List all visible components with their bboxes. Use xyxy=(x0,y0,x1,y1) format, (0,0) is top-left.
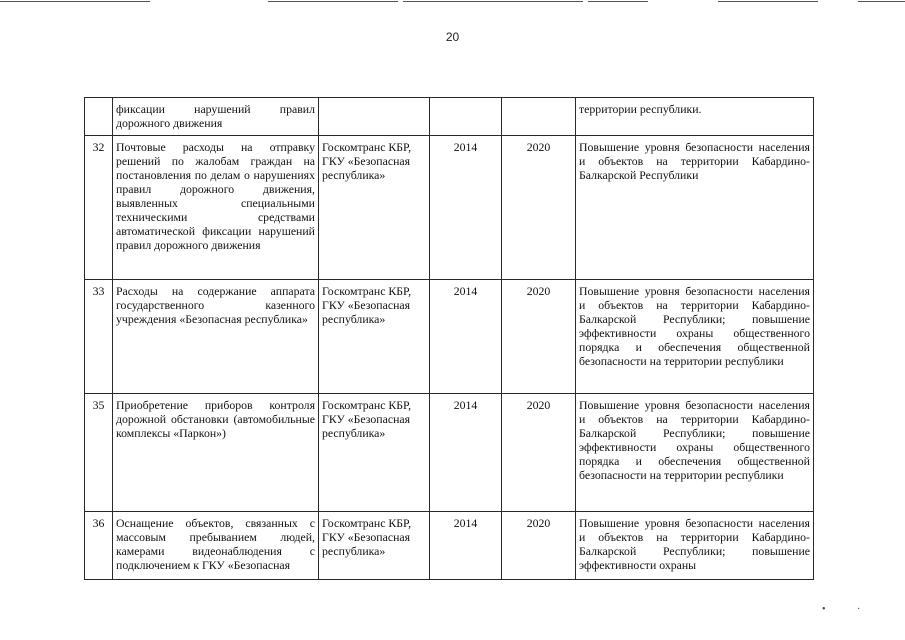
end-year: 2020 xyxy=(502,280,576,394)
measure-name: фиксации нарушений правил дорожного движения xyxy=(113,98,319,136)
scan-speck: • xyxy=(822,604,826,615)
scan-line xyxy=(403,1,583,2)
start-year: 2014 xyxy=(430,512,502,580)
start-year: 2014 xyxy=(430,394,502,512)
executor xyxy=(319,98,430,136)
row-number: 33 xyxy=(85,280,113,394)
end-year: 2020 xyxy=(502,394,576,512)
expected-result: Повышение уровня безопасности населения и объектов на территории Кабардино-Балкарской Республики; повышение эффективности охраны общественного порядка и обеспечения общественной безопасности на территории республики xyxy=(576,394,814,512)
table-row xyxy=(85,394,814,512)
end-year: 2020 xyxy=(502,136,576,280)
scan-line xyxy=(588,1,648,2)
scan-line xyxy=(718,1,818,2)
scan-line xyxy=(858,1,905,2)
row-number: 35 xyxy=(85,394,113,512)
executor: Госкомтранс КБР, ГКУ «Безопасная республика» xyxy=(319,512,430,580)
start-year: 2014 xyxy=(430,136,502,280)
executor: Госкомтранс КБР, ГКУ «Безопасная республика» xyxy=(319,394,430,512)
expected-result: Повышение уровня безопасности населения и объектов на территории Кабардино-Балкарской Республики; повышение эффективности охраны xyxy=(576,512,814,580)
row-number xyxy=(85,98,113,136)
expected-result: Повышение уровня безопасности населения и объектов на территории Кабардино-Балкарской Республики; повышение эффективности охраны общественного порядка и обеспечения общественной безопасности на территории республики xyxy=(576,280,814,394)
page-number: 20 xyxy=(445,30,460,44)
measure-name: Расходы на содержание аппарата государственного казенного учреждения «Безопасная республика» xyxy=(113,280,319,394)
measure-name: Почтовые расходы на отправку решений по жалобам граждан на постановления по делам о нарушениях правил дорожного движения, выявленных специальными техническими средствами автоматической фиксации нарушений правил дорожного движения xyxy=(113,136,319,280)
row-number: 32 xyxy=(85,136,113,280)
table-row xyxy=(85,136,814,280)
start-year xyxy=(430,98,502,136)
scan-line xyxy=(0,1,150,2)
end-year: 2020 xyxy=(502,512,576,580)
scan-speck: · xyxy=(857,604,861,615)
executor: Госкомтранс КБР, ГКУ «Безопасная республика» xyxy=(319,280,430,394)
table-row xyxy=(85,98,814,136)
measure-name: Приобретение приборов контроля дорожной обстановки (автомобильные комплексы «Паркон») xyxy=(113,394,319,512)
table-row xyxy=(85,512,814,580)
scan-line xyxy=(268,1,398,2)
end-year xyxy=(502,98,576,136)
start-year: 2014 xyxy=(430,280,502,394)
expected-result: Повышение уровня безопасности населения и объектов на территории Кабардино-Балкарской Республики xyxy=(576,136,814,280)
row-number: 36 xyxy=(85,512,113,580)
measure-name: Оснащение объектов, связанных с массовым пребыванием людей, камерами видеонаблюдения с подключением к ГКУ «Безопасная xyxy=(113,512,319,580)
expected-result: территории республики. xyxy=(576,98,814,136)
executor: Госкомтранс КБР, ГКУ «Безопасная республика» xyxy=(319,136,430,280)
measures-table xyxy=(84,97,814,580)
table-row xyxy=(85,280,814,394)
